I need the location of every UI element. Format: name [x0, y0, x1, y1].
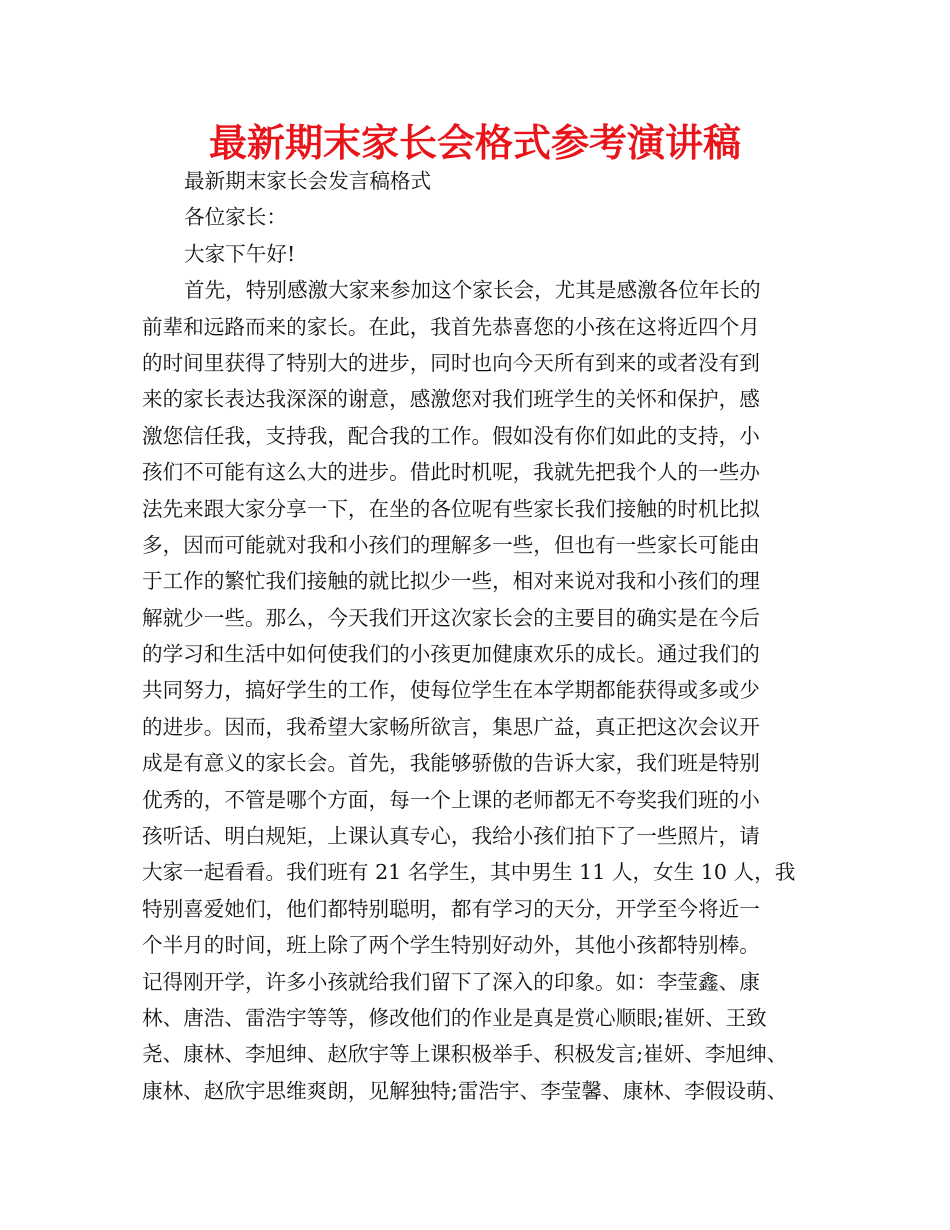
paragraph-line: 多，因而可能就对我和小孩们的理解多一些，但也有一些家长可能由 [142, 532, 760, 557]
paragraph-line: 康林、赵欣宇思维爽朗，见解独特;雷浩宇、李莹馨、康林、李假设萌、 [142, 1078, 788, 1103]
paragraph-line: 林、唐浩、雷浩宇等等，修改他们的作业是真是赏心顺眼;崔妍、王致 [142, 1005, 767, 1030]
greeting-line: 大家下午好! [184, 241, 296, 266]
paragraph-line: 的时间里获得了特别大的进步，同时也向今天所有到来的或者没有到 [142, 350, 760, 375]
paragraph-line: 优秀的，不管是哪个方面，每一个上课的老师都无不夸奖我们班的小 [142, 787, 760, 812]
paragraph-line: 记得刚开学，许多小孩就给我们留下了深入的印象。如：李莹鑫、康 [142, 969, 760, 994]
paragraph-line: 大家一起看看。我们班有 21 名学生，其中男生 11 人，女生 10 人，我 [142, 860, 796, 885]
paragraph-line: 解就少一些。那么，今天我们开这次家长会的主要目的确实是在今后 [142, 605, 760, 630]
paragraph-line: 个半月的时间，班上除了两个学生特别好动外，其他小孩都特别棒。 [142, 933, 760, 958]
paragraph-line: 前辈和远路而来的家长。在此，我首先恭喜您的小孩在这将近四个月 [142, 314, 760, 339]
paragraph-line: 共同努力，搞好学生的工作，使每位学生在本学期都能获得或多或少 [142, 678, 760, 703]
paragraph-line: 尧、康林、李旭绅、赵欣宇等上课积极举手、积极发言;崔妍、李旭绅、 [142, 1042, 788, 1067]
salutation-line: 各位家长： [184, 205, 287, 230]
paragraph-line: 的学习和生活中如何使我们的小孩更加健康欢乐的成长。通过我们的 [142, 642, 760, 667]
document-title: 最新期末家长会格式参考演讲稿 [208, 121, 741, 165]
paragraph-line: 首先，特别感激大家来参加这个家长会，尤其是感激各位年长的 [184, 278, 761, 303]
paragraph-line: 孩听话、明白规矩，上课认真专心，我给小孩们拍下了一些照片，请 [142, 824, 760, 849]
paragraph-line: 孩们不可能有这么大的进步。借此时机呢，我就先把我个人的一些办 [142, 460, 760, 485]
paragraph-line: 来的家长表达我深深的谢意，感激您对我们班学生的关怀和保护，感 [142, 387, 760, 412]
paragraph-line: 成是有意义的家长会。首先，我能够骄傲的告诉大家，我们班是特别 [142, 751, 760, 776]
paragraph-line: 于工作的繁忙我们接触的就比拟少一些，相对来说对我和小孩们的理 [142, 569, 760, 594]
paragraph-line: 激您信任我，支持我，配合我的工作。假如没有你们如此的支持，小 [142, 423, 760, 448]
paragraph-line: 特别喜爱她们，他们都特别聪明，都有学习的天分，开学至今将近一 [142, 896, 760, 921]
paragraph-line: 法先来跟大家分享一下，在坐的各位呢有些家长我们接触的时机比拟 [142, 496, 760, 521]
subtitle-line: 最新期末家长会发言稿格式 [184, 169, 432, 193]
document-body [142, 163, 812, 1109]
paragraph-line: 的进步。因而，我希望大家畅所欲言，集思广益，真正把这次会议开 [142, 714, 760, 739]
